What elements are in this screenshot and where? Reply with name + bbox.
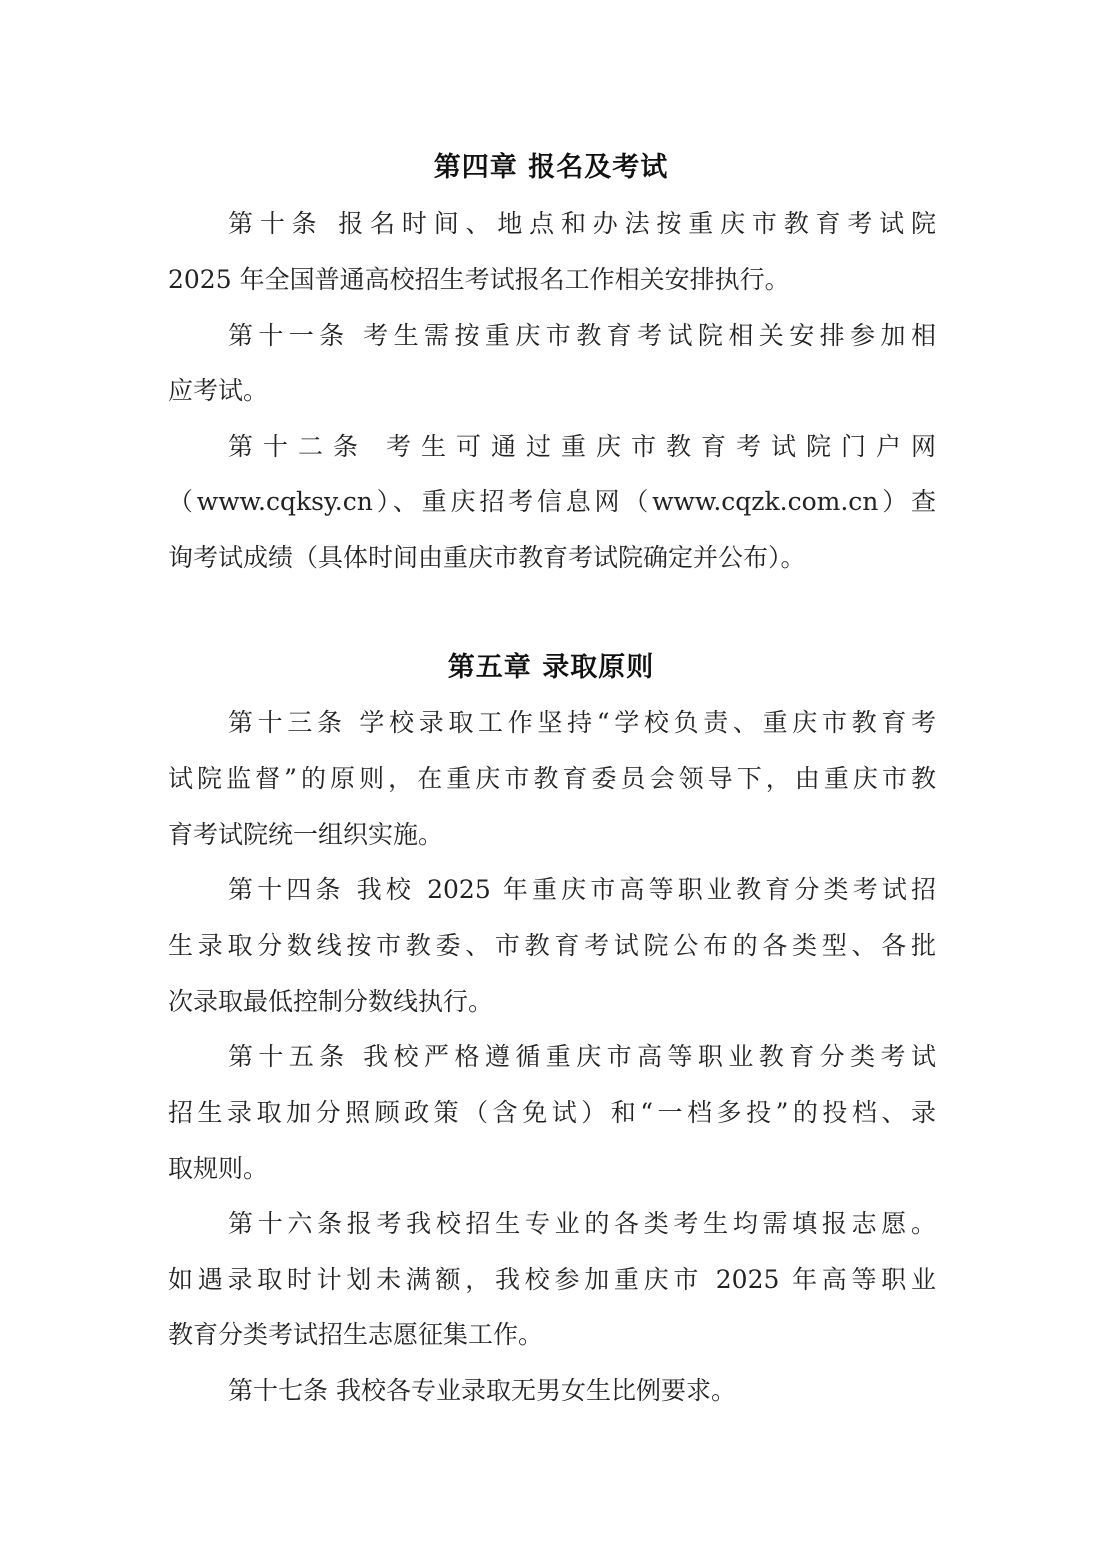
article-15-line-3: 取规则。 <box>168 1154 269 1183</box>
article-16-line-3: 教育分类考试招生志愿征集工作。 <box>168 1320 544 1349</box>
article-15-line-1: 第十五条 我校严格遵循重庆市高等职业教育分类考试 <box>228 1042 936 1071</box>
article-14-line-1: 第十四条 我校 2025 年重庆市高等职业教育分类考试招 <box>228 875 936 904</box>
article-16-line-1: 第十六条报考我校招生专业的各类考生均需填报志愿。 <box>228 1209 936 1238</box>
chapter-5-title: 第五章 录取原则 <box>447 652 655 683</box>
article-13-line-2: 试院监督”的原则，在重庆市教育委员会领导下，由重庆市教 <box>168 764 936 793</box>
article-12-line-3: 询考试成绩（具体时间由重庆市教育考试院确定并公布）。 <box>168 543 806 572</box>
article-14-line-3: 次录取最低控制分数线执行。 <box>168 987 494 1016</box>
article-12-line-2: （www.cqksy.cn）、重庆招考信息网（www.cqzk.com.cn）查 <box>168 487 936 516</box>
article-16-line-2: 如遇录取时计划未满额，我校参加重庆市 2025 年高等职业 <box>168 1265 936 1294</box>
article-13-line-3: 育考试院统一组织实施。 <box>168 820 444 849</box>
chapter-4-title: 第四章 报名及考试 <box>433 152 669 183</box>
article-17-line-1: 第十七条 我校各专业录取无男女生比例要求。 <box>228 1376 736 1405</box>
article-10-line-1: 第十条 报名时间、地点和办法按重庆市教育考试院 <box>228 209 936 238</box>
article-11-line-2: 应考试。 <box>168 376 269 405</box>
article-14-line-2: 生录取分数线按市教委、市教育考试院公布的各类型、各批 <box>168 931 936 960</box>
article-12-line-1: 第十二条 考生可通过重庆市教育考试院门户网 <box>228 432 936 461</box>
article-15-line-2: 招生录取加分照顾政策（含免试）和“一档多投”的投档、录 <box>168 1098 936 1127</box>
article-10-line-2: 2025 年全国普通高校招生考试报名工作相关安排执行。 <box>168 265 790 294</box>
article-11-line-1: 第十一条 考生需按重庆市教育考试院相关安排参加相 <box>228 321 936 350</box>
article-13-line-1: 第十三条 学校录取工作坚持“学校负责、重庆市教育考 <box>228 708 936 737</box>
